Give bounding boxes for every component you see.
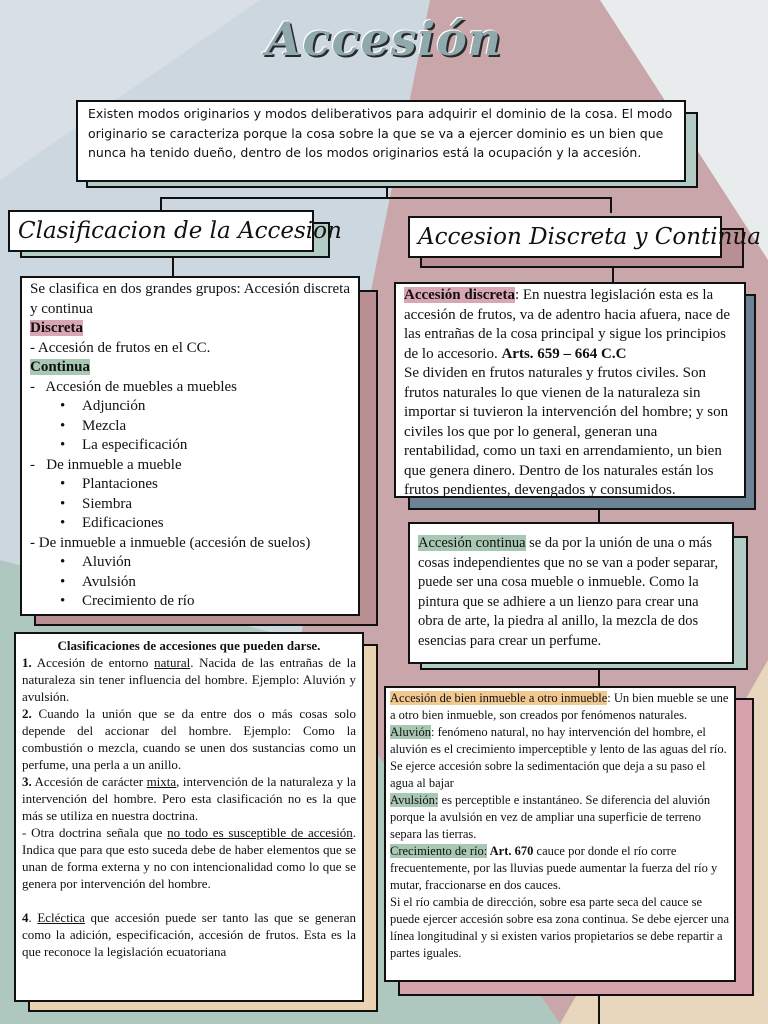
page-title: Accesión: [265, 12, 503, 66]
clasificaciones-heading: Clasificaciones de accesiones que pueden darse.: [57, 638, 321, 653]
right-header-text: Accesion Discreta y Continua: [418, 224, 761, 250]
inmueble-para-5: Si el río cambia de dirección, sobre esa parte seca del cauce se puede ejercer accesión sobre esa zona continua. Se debe ejercer una línea longitudinal y si existen varios propietarios se debe repartir a partes iguales.: [390, 895, 730, 960]
continua-text: se da por la unión de una o más cosas independientes que no se van a poder separar, puede ser una cosa mueble o inmueble. Como la pintura que se adhiere a un lienzo para crear una obra de arte, la piedra al anillo, la mezcla de dos esencias para crear un perfume.: [418, 535, 719, 649]
continua-box: [408, 522, 734, 664]
continua-label: Continua: [30, 359, 91, 375]
intro-box: [76, 100, 686, 182]
left-header: [8, 210, 342, 252]
list-item: • La especificación: [30, 436, 350, 456]
continua-heading: Accesión continua: [418, 535, 526, 551]
number: 1.: [22, 655, 32, 670]
text: : Un bien mueble se une a otro bien inmueble, son creados por fenómenos naturales.: [390, 691, 729, 722]
connector-left-down: [160, 197, 162, 211]
group-inmueble-mueble: - De inmueble a mueble: [30, 456, 182, 473]
left-header-text: Clasificacion de la Accesion: [18, 218, 342, 244]
list-item: • Plantaciones: [30, 475, 350, 495]
text: Cuando la unión que se da entre dos o más cosas solo depende del accionar del hombre. Ejemplo: Como la combustión o mezcla, cuando se unen dos sustancias como un perfume, una perla a un anillo.: [22, 706, 356, 772]
right-header: [408, 216, 761, 258]
paragraph-4: [22, 824, 356, 892]
underlined-text: mixta: [146, 774, 177, 789]
clasificaciones-box: [14, 632, 364, 1002]
discreta-heading: Accesión discreta: [404, 287, 515, 303]
paragraph-1: [22, 654, 356, 705]
connector-left-header: [172, 256, 174, 278]
paragraph-5: [22, 909, 356, 960]
text: Accesión de carácter: [31, 774, 147, 789]
discreta-label: Discreta: [30, 320, 84, 336]
discreta-item: - Accesión de frutos en el CC.: [30, 339, 211, 356]
number: 4: [22, 910, 29, 925]
inmueble-heading: Accesión de bien inmueble a otro inmueble: [390, 691, 608, 705]
list-item: • Avulsión: [30, 573, 350, 593]
inmueble-para-2: [390, 724, 730, 792]
inmueble-para-4: [390, 843, 730, 894]
intro-text: Existen modos originarios y modos deliberativos para adquirir el dominio de la cosa. El modo originario se caracteriza porque la cosa sobre la que se va a ejercer dominio es un bien que nunca ha tenido dueño, dentro de los modos originarios está la ocupación y la accesión.: [88, 106, 673, 160]
aluvion-label: Aluvión: [390, 725, 431, 739]
number: 2.: [22, 706, 32, 721]
connector-bottom: [598, 996, 600, 1024]
clasificacion-lead: Se clasifica en dos grandes grupos: Accesión discreta y continua: [30, 281, 350, 317]
connector-horizontal: [160, 197, 612, 199]
text: cauce por donde el río corre frecuentemente, por las lluvias puede aumentar la fuerza del río y mutar, fraccionarse en dos cauces.: [390, 844, 718, 892]
group-muebles: - Accesión de muebles a muebles: [30, 378, 238, 395]
list-item: • Siembra: [30, 495, 350, 515]
crecimiento-label: Crecimiento de río:: [390, 844, 488, 858]
text: . Indica que para que esto suceda debe de haber elementos que se unan de forma externa y no con intencionalidad como lo que se genera por intervención del hombre.: [22, 825, 356, 891]
inmueble-box: [384, 686, 736, 982]
list-item: • Edificaciones: [30, 514, 350, 534]
inmueble-para-1: [390, 690, 730, 724]
text: .: [28, 910, 38, 925]
list-item: • Adjunción: [30, 397, 350, 417]
discreta-box: [394, 282, 746, 498]
underlined-text: natural: [154, 655, 191, 670]
inmueble-para-3: [390, 792, 730, 843]
list-item: • Mezcla: [30, 417, 350, 437]
discreta-text-1: : En nuestra legislación esta es la accesión de frutos, va de adentro hacia afuera, nace de las entrañas de la cosa principal y sigue los principios de lo accesorio.: [404, 287, 731, 362]
list-item: • Crecimiento de río: [30, 592, 350, 612]
group-inmueble-inmueble: - De inmueble a inmueble (accesión de suelos): [30, 534, 311, 551]
continua-label-row: [30, 358, 350, 378]
paragraph-3: [22, 773, 356, 824]
paragraph-2: [22, 705, 356, 773]
discreta-label-row: [30, 319, 350, 339]
text: Accesión de entorno: [31, 655, 155, 670]
discreta-text-2: Se dividen en frutos naturales y frutos civiles. Son frutos naturales lo que vienen de la naturaleza sin importar si tuvieron la intervención del hombre; y son civiles los que por lo general, generan una rentabilidad, como un taxi en arrendamiento, un bien que genera dinero. Dentro de los naturales están los frutos pendientes, devengados y consumidos.: [404, 365, 729, 498]
list-item: • Aluvión: [30, 553, 350, 573]
underlined-text: Ecléctica: [37, 910, 85, 925]
art-ref: Art. 670: [487, 844, 534, 858]
text: . Nacida de las entrañas de la naturaleza sin tener influencia del hombre. Ejemplo: Aluvión y avulsión.: [22, 655, 357, 704]
avulsion-label: Avulsión:: [390, 793, 439, 807]
connector-right-down: [610, 197, 612, 213]
underlined-text: no todo es susceptible de accesión: [167, 825, 353, 840]
text: - Otra doctrina señala que: [22, 825, 168, 840]
clasificacion-box: [20, 276, 360, 616]
text: es perceptible e instantáneo. Se diferencia del aluvión porque la avulsión en vez de ampliar una superficie de terreno separa las tierras.: [390, 793, 711, 841]
spacer: [22, 892, 356, 909]
text: que accesión puede ser tanto las que se generan como la adición, especificación, accesión de frutos. Esta es la que reconoce la legislación ecuatoriana: [22, 910, 356, 959]
text: : fenómeno natural, no hay intervención del hombre, el aluvión es el crecimiento imperceptible y lento de las aguas del río. Se ejerce accesión sobre la sedimentación que deja a su paso el agua al bajar: [390, 725, 727, 790]
discreta-arts: Arts. 659 – 664 C.C: [501, 345, 627, 362]
text: , intervención de la naturaleza y la intervención del hombre. Pero esta clasificación no es la que más se utiliza en nuestra doctrina.: [22, 774, 356, 823]
number: 3.: [22, 774, 32, 789]
